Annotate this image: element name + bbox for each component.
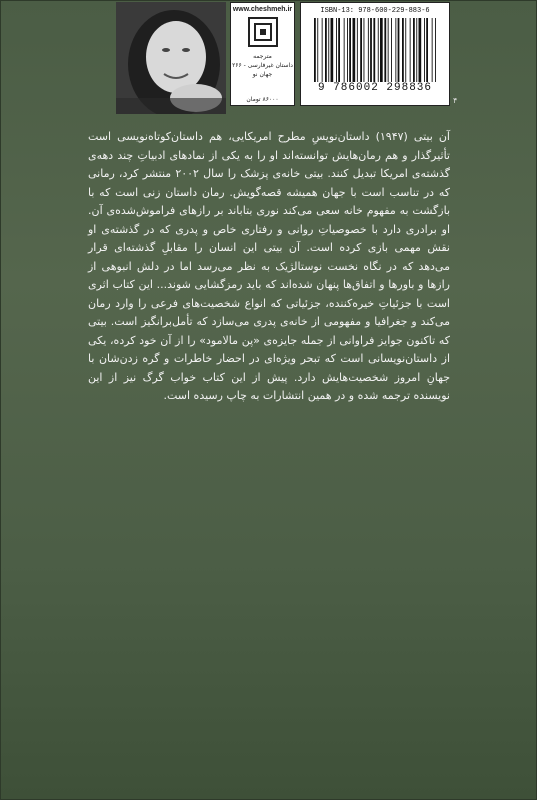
book-description: آن بیتی (۱۹۴۷) داستان‌نویسِ مطرح امریکایی، هم داستان‌کوتاه‌نویسی است تأثیرگذار و هم رمان‌هایش توانسته‌اند او را به یکی از نمادهای ادبیاتِ چند دهه‌ی گذشته‌ی امریکا تبدیل کنند. بیتی خانه‌ی پزشک را سال ۲۰۰۲ منتشر کرد، رمانی که در تناسب است با جهان همیشه قصه‌گویش. رمان داستان زنی است که با بازگشت به مفهوم خانه سعی می‌کند نوری بتاباند بر رازهای فراموش‌شده‌ی آن. او برادری دارد با خصوصیاتِ روانی و رفتاری خاص و پدری که در گذشته‌ی او نقش مهمی بازی کرده است. آن بیتی این انسان را مقابلِ گذشته‌ای قرار می‌دهد که در نگاه نخست نوستالژیک به نظر می‌رسد اما در دلش انبوهی از رازها و باورها و اتفاق‌ها پنهان شده‌اند که باید رمزگشایی شوند... این کتاب اثری است با جزئیاتِ خیره‌کننده، جزئیاتی که انواع شخصیت‌های فرعی را وارد رمان می‌کند و جغرافیا و مفهومی از خانه‌ی پدری می‌سازد که تأمل‌برانگیز است. بیتی که تاکنون جوایز فراوانی از جمله جایزه‌ی «پن مالامود» را از آن خود کرده، یکی از داستان‌نویسانی است که تبحر ویژه‌ای در احضار خاطرات و گره زدن‌شان با جهانِ امروز شخصیت‌هایش دارد. پیش از این کتاب خواب گرگ نیز از این نویسنده ترجمه شده و در همین انتشارات به چاپ رسیده است. (88, 130, 450, 402)
isbn-digits: 9 786002 298836 (317, 82, 433, 94)
author-photo (116, 2, 226, 114)
isbn-label: ISBN-13: 978-600-229-883-6 (320, 7, 430, 15)
publisher-url: www.cheshmeh.ir (232, 6, 293, 13)
cover-mark: ۴ (453, 96, 458, 105)
author-portrait-image (116, 2, 226, 114)
publisher-box (230, 2, 295, 106)
barcode-image (310, 18, 440, 82)
publisher-line-2: داستان غیرفارسی - ۲۶۶ (232, 62, 293, 69)
publisher-logo-icon (248, 17, 278, 47)
publisher-line-3: جهان نو (252, 71, 273, 78)
publisher-line-1: مترجمه (253, 53, 272, 60)
isbn-barcode-box (300, 2, 450, 106)
price-label: ۸۶۰۰۰ تومان (246, 96, 279, 103)
